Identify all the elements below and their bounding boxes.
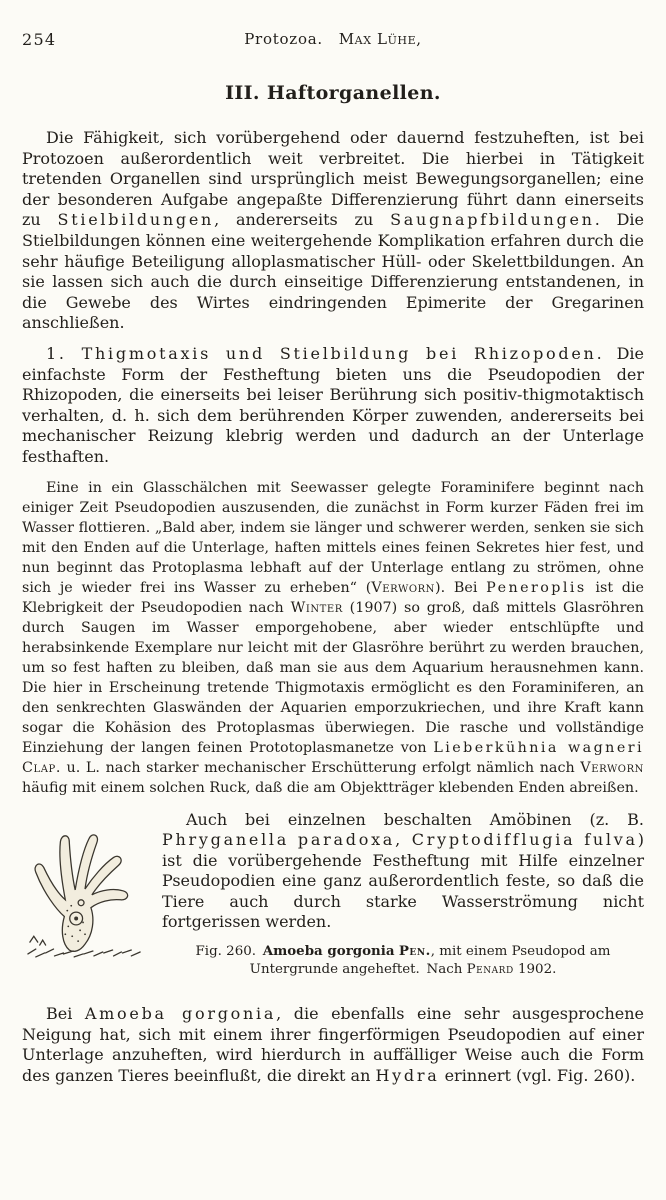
- running-title: Protozoa. Max Lühe,: [244, 30, 422, 48]
- figure-block: [22, 810, 644, 979]
- figure-illustration: [22, 812, 150, 962]
- amoeba-drawing-icon: [22, 812, 150, 962]
- body-paragraph-4: Bei Amoeba gorgonia, die ebenfalls eine sehr ausgesprochene Neigung hat, sich mit einem ihrer fingerförmigen Pseudopodien auf einer Unterlage anzuheften, wird hierdurch in auffälliger Weise auch die Form des ganzen Tieres beeinflußt, die direkt an Hydra erinnert (vgl. Fig. 260).: [22, 1004, 644, 1085]
- section-heading: III. Haftorganellen.: [225, 82, 441, 104]
- petit-paragraph: Eine in ein Glasschälchen mit Seewasser gelegte Foraminifere beginnt nach einiger Zeit Pseudopodien auszusenden, die zunächst in Form kurzer Fäden frei im Wasser flottieren. „Bald aber, indem sie länger und schwerer werden, senken sie sich mit den Enden auf die Unterlage, haften mittels eines feinen Sekretes hier fest, und nun beginnt das Protoplasma lebhaft auf der Unterlage entlang zu strömen, ohne sich je wieder frei ins Wasser zu erheben“ (Verworn). Bei Peneroplis ist die Klebrigkeit der Pseudopodien nach Winter (1907) so groß, daß mittels Glasröhren durch Saugen im Wasser emporgehobene, aber wieder entschlüpfte und herabsinkende Exemplare nur leicht mit der Glasröhre berührt zu werden brauchen, um so fest haften zu bleiben, daß man sie aus dem Aquarium herausnehmen kann. Die hier in Erscheinung tretende Thigmotaxis ermöglicht es den Foraminiferen, an den senkrechten Glaswänden der Aquarien emporzukriechen, und ihre Kraft kann sogar die Kohäsion des Protoplasmas überwiegen. Die rasche und vollständige Einziehung der langen feinen Prototoplasmanetze von Lieberkühnia wagneri Clap. u. L. nach starker mechanischer Erschütterung erfolgt nämlich nach Verworn häufig mit einem solchen Ruck, daß die am Objektträger klebenden Enden abreißen.: [22, 479, 644, 796]
- page-number: 254: [22, 30, 57, 49]
- running-header: [22, 30, 644, 52]
- body-paragraph-2: 1. Thigmotaxis und Stielbildung bei Rhizopoden. Die einfachste Form der Festheftung bieten uns die Pseudopodien der Rhizopoden, die einerseits bei leiser Berührung sich positiv-thigmotaktisch verhalten, d. h. sich dem berührenden Körper zuwenden, andererseits bei mechanischer Reizung klebrig werden und dadurch an der Unterlage festhaften.: [22, 343, 644, 466]
- figure-caption: Fig. 260. Amoeba gorgonia Pen., mit einem Pseudopod am Untergrunde angeheftet. Nach Penard 1902.: [195, 943, 611, 977]
- body-paragraph-3: Auch bei einzelnen beschalten Amöbinen (z. B. Phryganella paradoxa, Cryptodifflugia fulva) ist die vorübergehende Festheftung mit Hilfe einzelner Pseudopodien eine ganz außerordentlich feste, so daß die Tiere auch durch starke Wasserströmung nicht fortgerissen werden.: [162, 809, 644, 932]
- body-paragraph-1: Die Fähigkeit, sich vorübergehend oder dauernd festzuheften, ist bei Protozoen außerordentlich weit verbreitet. Die hierbei in Tätigkeit tretenden Organellen sind ursprünglich meist Bewegungsorganellen; eine der besonderen Aufgabe angepaßte Differenzierung führt dann einerseits zu Stielbildungen, andererseits zu Saugnapfbildungen. Die Stielbildungen können eine weitergehende Komplikation erfahren durch die sehr häufige Beteiligung alloplasmatischer Hüll- oder Skelettbildungen. An sie lassen sich auch die durch einseitige Differenzierung entstandenen, in die Gewebe des Wirtes eindringenden Epimerite der Gregarinen anschließen.: [22, 128, 645, 333]
